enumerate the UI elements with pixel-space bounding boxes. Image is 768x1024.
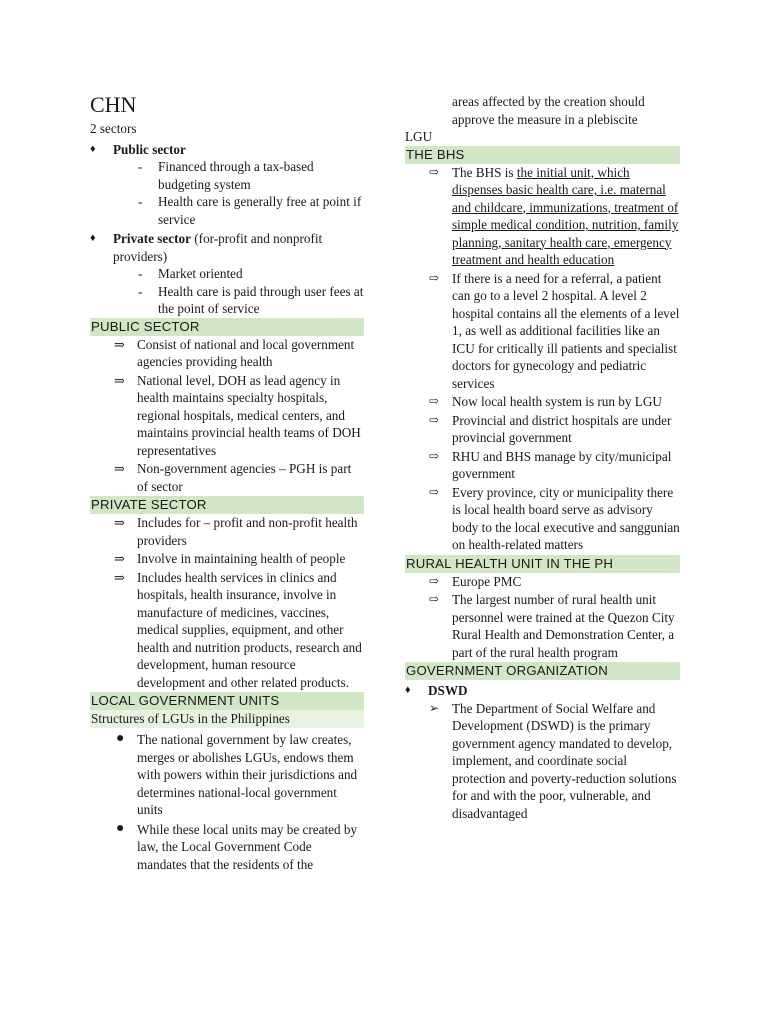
public-sector-list xyxy=(90,336,364,496)
underlined-text: the initial unit, which dispenses basic health care, i.e. maternal and childcare, immunizations, treatment of simple medical condition, nutrition, family planning, sanitary health care, emergency treatment and health education xyxy=(452,164,679,267)
dash-bullet-icon: - xyxy=(138,159,143,174)
hollow-arrow-icon: ⇨ xyxy=(429,573,440,588)
hollow-arrow-icon: ⇨ xyxy=(429,412,440,427)
hollow-arrow-icon: ⇨ xyxy=(429,164,440,179)
subtitle: 2 sectors xyxy=(90,121,137,136)
list-item xyxy=(90,283,364,318)
double-arrow-icon: ⇒ xyxy=(114,461,125,476)
dash-bullet-icon: - xyxy=(138,283,143,299)
sector-label: Public sector xyxy=(113,141,186,157)
bhs-header: THE BHS xyxy=(405,146,680,164)
sub-item-text: Financed through a tax-based budgeting system xyxy=(158,159,314,192)
list-item xyxy=(405,164,680,269)
item-text: Europe PMC xyxy=(452,573,522,589)
public-sector-header: PUBLIC SECTOR xyxy=(90,318,364,336)
lgu-subheader: Structures of LGUs in the Philippines xyxy=(90,710,364,728)
sector-rest: (for-profit and nonprofit providers) xyxy=(113,231,323,264)
sector-label: Private sector xyxy=(113,231,191,246)
sub-item-text: Health care is generally free at point if service xyxy=(158,194,362,227)
list-item xyxy=(90,158,364,193)
item-text: Every province, city or municipality there is local health board serve as advisory body to the local executive and sanggunian on health-related matters xyxy=(452,484,680,552)
double-arrow-icon: ⇒ xyxy=(114,372,125,388)
hollow-arrow-icon: ⇨ xyxy=(429,394,440,408)
gov-org-list xyxy=(405,682,680,822)
diamond-bullet-icon: ♦ xyxy=(405,684,411,696)
hollow-arrow-icon: ⇨ xyxy=(429,592,440,606)
diamond-bullet-icon: ♦ xyxy=(90,142,96,155)
gov-org-header: GOVERNMENT ORGANIZATION xyxy=(405,662,680,680)
list-item xyxy=(90,265,364,283)
list-item xyxy=(90,569,364,692)
double-arrow-icon: ⇒ xyxy=(114,551,125,566)
list-item xyxy=(405,682,680,700)
lgu-list xyxy=(90,731,364,873)
dash-bullet-icon: - xyxy=(138,194,143,209)
list-item xyxy=(90,460,364,495)
list-item xyxy=(90,821,364,874)
item-text: Provincial and district hospitals are under provincial government xyxy=(452,412,672,445)
sub-item-text: Market oriented xyxy=(158,266,243,281)
double-arrow-icon: ⇒ xyxy=(114,336,125,352)
item-text: National level, DOH as lead agency in health maintains specialty hospitals, regional hospitals, medical centers, and maintains provincial health teams of DOH representatives xyxy=(137,372,361,458)
sub-item-text: Health care is paid through user fees at the point of service xyxy=(158,283,364,316)
list-item xyxy=(90,731,364,819)
item-text: The largest number of rural health unit personnel were trained at the Quezon City Rural Health and Demonstration Center, a part of the rural health program xyxy=(452,592,675,660)
lgu-header: LOCAL GOVERNMENT UNITS xyxy=(90,692,364,710)
list-item xyxy=(90,372,364,460)
item-text: The national government by law creates, merges or abolishes LGUs, endows them with powers within their jurisdictions and determines national-local government units xyxy=(137,732,358,817)
list-item xyxy=(405,484,680,554)
list-item xyxy=(405,270,680,393)
dash-bullet-icon: - xyxy=(138,266,143,281)
private-sector-list xyxy=(90,514,364,691)
bhs-list xyxy=(405,164,680,554)
list-item xyxy=(90,230,364,318)
list-item xyxy=(90,550,364,568)
list-item xyxy=(405,448,680,483)
list-item xyxy=(90,141,364,229)
item-text: If there is a need for a referral, a patient can go to a level 2 hospital. A level 2 hospital contains all the elements of a level 1, as well as additional facilities like an ICU for critically ill patients and specialist doctors for gynecology and pediatric services xyxy=(452,270,680,391)
chevron-right-icon: ➢ xyxy=(429,700,440,715)
diamond-bullet-icon: ♦ xyxy=(90,232,96,244)
bullet-dot-icon: ● xyxy=(116,820,125,836)
rhu-header: RURAL HEALTH UNIT IN THE PH xyxy=(405,555,680,573)
hollow-arrow-icon: ⇨ xyxy=(429,448,440,463)
item-text: The BHS is xyxy=(452,164,517,180)
list-item xyxy=(405,412,680,447)
rhu-list xyxy=(405,573,680,662)
item-text: Involve in maintaining health of people xyxy=(137,551,346,566)
continuation-text: areas affected by the creation should approve the measure in a plebiscite xyxy=(452,94,645,127)
list-item xyxy=(90,193,364,228)
item-text: Includes for – profit and non-profit health providers xyxy=(137,515,358,548)
list-item xyxy=(90,514,364,549)
item-text: RHU and BHS manage by city/municipal government xyxy=(452,448,672,481)
sector-list xyxy=(90,141,364,318)
list-item xyxy=(405,700,680,823)
list-item xyxy=(405,591,680,661)
lgu-label: LGU xyxy=(405,129,433,144)
item-text: Non-government agencies – PGH is part of sector xyxy=(137,461,352,494)
double-arrow-icon: ⇒ xyxy=(114,515,125,530)
list-item xyxy=(90,336,364,371)
bullet-dot-icon: ● xyxy=(116,731,125,746)
double-arrow-icon: ⇒ xyxy=(114,569,125,585)
list-item xyxy=(405,573,680,591)
page-title: CHN xyxy=(90,92,137,117)
left-column xyxy=(90,92,364,875)
private-sector-header: PRIVATE SECTOR xyxy=(90,496,364,514)
hollow-arrow-icon: ⇨ xyxy=(429,270,440,285)
list-item xyxy=(405,393,680,411)
item-text: Now local health system is run by LGU xyxy=(452,394,662,409)
item-text: The Department of Social Welfare and Development (DSWD) is the primary government agency mandated to develop, implement, and coordinate social protection and poverty-reduction solutions for and with the poor, vulnerable, and disadvantaged xyxy=(452,700,677,821)
item-text: Consist of national and local government agencies providing health xyxy=(137,336,355,369)
right-column xyxy=(405,93,680,822)
item-text: While these local units may be created by law, the Local Government Code mandates that the residents of the xyxy=(137,821,358,872)
item-text: Includes health services in clinics and hospitals, health insurance, involve in manufacture of medicines, vaccines, medical supplies, equipment, and other health and nutrition products, research and development, human resource development and other related products. xyxy=(137,569,362,690)
hollow-arrow-icon: ⇨ xyxy=(429,484,440,499)
dswd-label: DSWD xyxy=(428,683,468,698)
